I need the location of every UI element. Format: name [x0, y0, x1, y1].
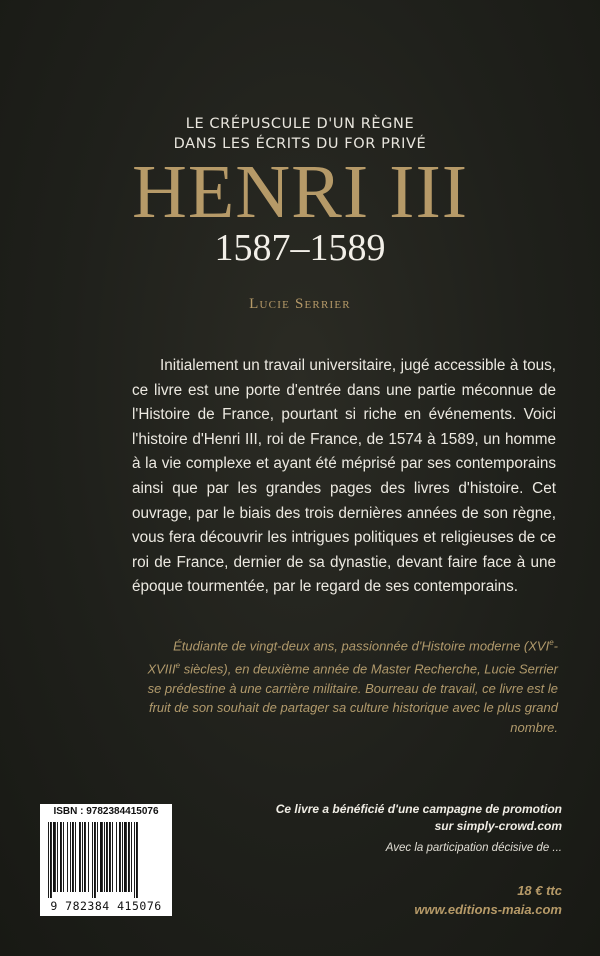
barcode-icon — [46, 822, 166, 898]
barcode-bar — [136, 822, 138, 898]
bio-text-3: siècles), en deuxième année de Master Recherche, Lucie Serrier se prédestine à une carrière militaire. Bourreau de travail, ce livre est le fruit de son souhait de partager sa culture historique avec le plus grand nombre. — [147, 661, 558, 736]
barcode-bar — [92, 822, 93, 898]
barcode-bar — [100, 822, 103, 892]
publisher-website: www.editions-maia.com — [414, 902, 562, 917]
barcode-bar — [72, 822, 74, 892]
barcode-bar — [48, 822, 49, 898]
barcode-bar — [75, 822, 76, 892]
barcode-bar — [84, 822, 86, 892]
price: 18 € ttc — [517, 883, 562, 898]
bio-superscript-2: e — [175, 660, 181, 670]
subtitle-line-1: LE CRÉPUSCULE D'UN RÈGNE — [185, 116, 415, 132]
isbn-digits: 9 782384 415076 — [50, 899, 162, 913]
barcode-bar — [134, 822, 135, 898]
barcode-bar — [112, 822, 113, 892]
author-name: Lucie Serrier — [249, 296, 351, 312]
bio-text-2: -XVIII — [147, 638, 558, 677]
barcode-bar — [70, 822, 71, 892]
barcode-bar — [106, 822, 108, 892]
back-cover-blurb: Initialement un travail universitaire, jugé accessible à tous, ce livre est une porte d'entrée dans une partie méconnue de l'Histoire de France, pourtant si riche en événements. Voici l'histoire d'Henri III, roi de France, de 1574 à 1589, un homme à la vie complexe et ayant été méprisé par ses contemporains ainsi que par les grandes pages des livres d'histoire. Cet ouvrage, par le biais des trois dernières années de son règne, vous fera découvrir les intrigues politiques et religieuses de ce roi de France, dernier de sa dynastie, devant faire face à une époque tourmentée, par le regard de ses contemporains. — [132, 357, 556, 596]
barcode-bar — [79, 822, 81, 892]
book-title: HENRI III — [131, 150, 469, 234]
barcode-bar — [88, 822, 89, 892]
isbn-barcode — [40, 804, 172, 916]
barcode-bar — [128, 822, 130, 892]
barcode-bar — [67, 822, 68, 892]
barcode-bar — [97, 822, 98, 892]
barcode-bar — [60, 822, 62, 892]
barcode-bar — [50, 822, 52, 898]
isbn-label: ISBN : 9782384415076 — [53, 806, 159, 817]
barcode-bar — [53, 822, 56, 892]
cover-subtitle — [0, 114, 600, 154]
barcode-bar — [109, 822, 111, 892]
barcode-bar — [122, 822, 123, 892]
barcode-bar — [131, 822, 132, 892]
barcode-bar — [104, 822, 105, 892]
barcode-bar — [116, 822, 117, 892]
bio-superscript-1: e — [549, 638, 554, 647]
barcode-bar — [94, 822, 96, 898]
barcode-bar — [119, 822, 121, 892]
participation-note: Avec la participation décisive de ... — [385, 842, 562, 854]
author-bio — [146, 633, 558, 738]
promotion-notice — [276, 801, 562, 835]
book-years: 1587–1589 — [214, 227, 386, 269]
bio-text-1: Étudiante de vingt-deux ans, passionnée d'Histoire moderne (XVI — [173, 638, 550, 654]
barcode-bar — [63, 822, 64, 892]
subtitle-line-2: DANS LES ÉCRITS DU FOR PRIVÉ — [173, 136, 427, 152]
promo-line-1: Ce livre a bénéficié d'une campagne de promotion — [275, 802, 562, 816]
barcode-bar — [57, 822, 58, 892]
barcode-bar — [124, 822, 127, 892]
barcode-bar — [82, 822, 83, 892]
promo-line-2: sur simply-crowd.com — [434, 819, 562, 833]
